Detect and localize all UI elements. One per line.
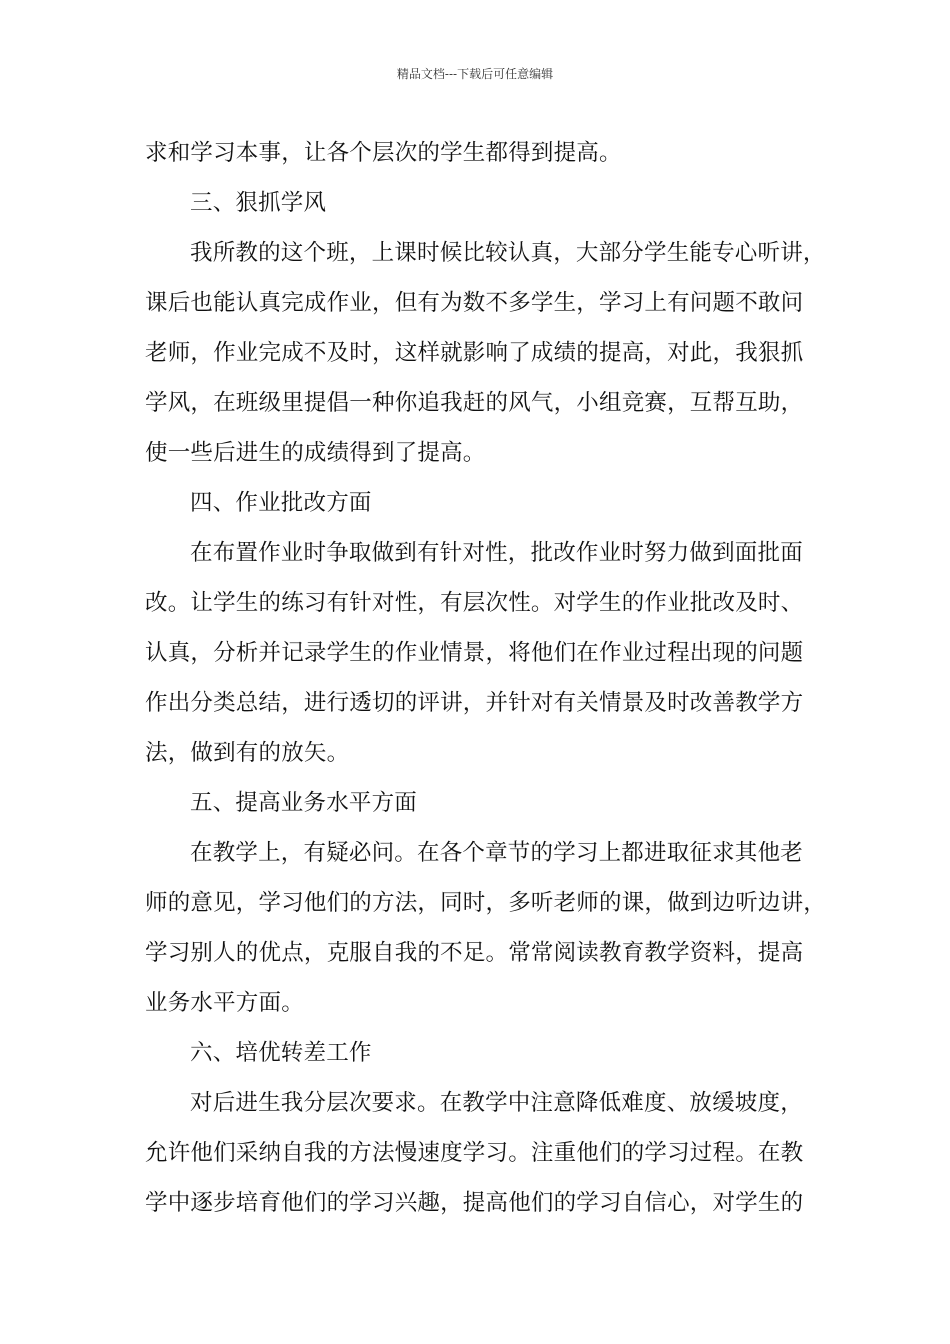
section-heading: 四、作业批改方面 <box>190 490 372 516</box>
page-header: 精品文档---下载后可任意编辑 <box>396 67 554 81</box>
text-line: 法，做到有的放矢。 <box>145 740 350 766</box>
text-line: 业务水平方面。 <box>145 990 304 1016</box>
text-line: 在布置作业时争取做到有针对性，批改作业时努力做到面批面 <box>190 540 803 566</box>
text-line: 对后进生我分层次要求。在教学中注意降低难度、放缓坡度， <box>190 1090 803 1116</box>
document-body <box>145 128 835 1228</box>
text-line: 课后也能认真完成作业，但有为数不多学生，学习上有问题不敢问 <box>145 290 804 316</box>
section-heading: 五、提高业务水平方面 <box>190 790 418 816</box>
text-line: 老师，作业完成不及时，这样就影响了成绩的提高，对此，我狠抓 <box>145 340 804 366</box>
text-line: 在教学上，有疑必问。在各个章节的学习上都进取征求其他老 <box>190 840 803 866</box>
text-line: 认真，分析并记录学生的作业情景，将他们在作业过程出现的问题 <box>145 640 804 666</box>
text-line: 作出分类总结，进行透切的评讲，并针对有关情景及时改善教学方 <box>145 690 804 716</box>
section-heading: 六、培优转差工作 <box>190 1040 372 1066</box>
section-heading: 三、狠抓学风 <box>190 190 327 216</box>
text-line: 学习别人的优点，克服自我的不足。常常阅读教育教学资料，提高 <box>145 940 804 966</box>
text-line: 求和学习本事，让各个层次的学生都得到提高。 <box>145 140 622 166</box>
text-line: 师的意见，学习他们的方法，同时，多听老师的课，做到边听边讲， <box>145 890 827 916</box>
text-line: 学中逐步培育他们的学习兴趣，提高他们的学习自信心，对学生的 <box>145 1190 804 1216</box>
text-line: 使一些后进生的成绩得到了提高。 <box>145 440 486 466</box>
text-line: 我所教的这个班，上课时候比较认真，大部分学生能专心听讲， <box>190 240 826 266</box>
text-line: 学风，在班级里提倡一种你追我赶的风气，小组竞赛，互帮互助， <box>145 390 804 416</box>
text-line: 允许他们采纳自我的方法慢速度学习。注重他们的学习过程。在教 <box>145 1140 804 1166</box>
text-line: 改。让学生的练习有针对性，有层次性。对学生的作业批改及时、 <box>145 590 804 616</box>
